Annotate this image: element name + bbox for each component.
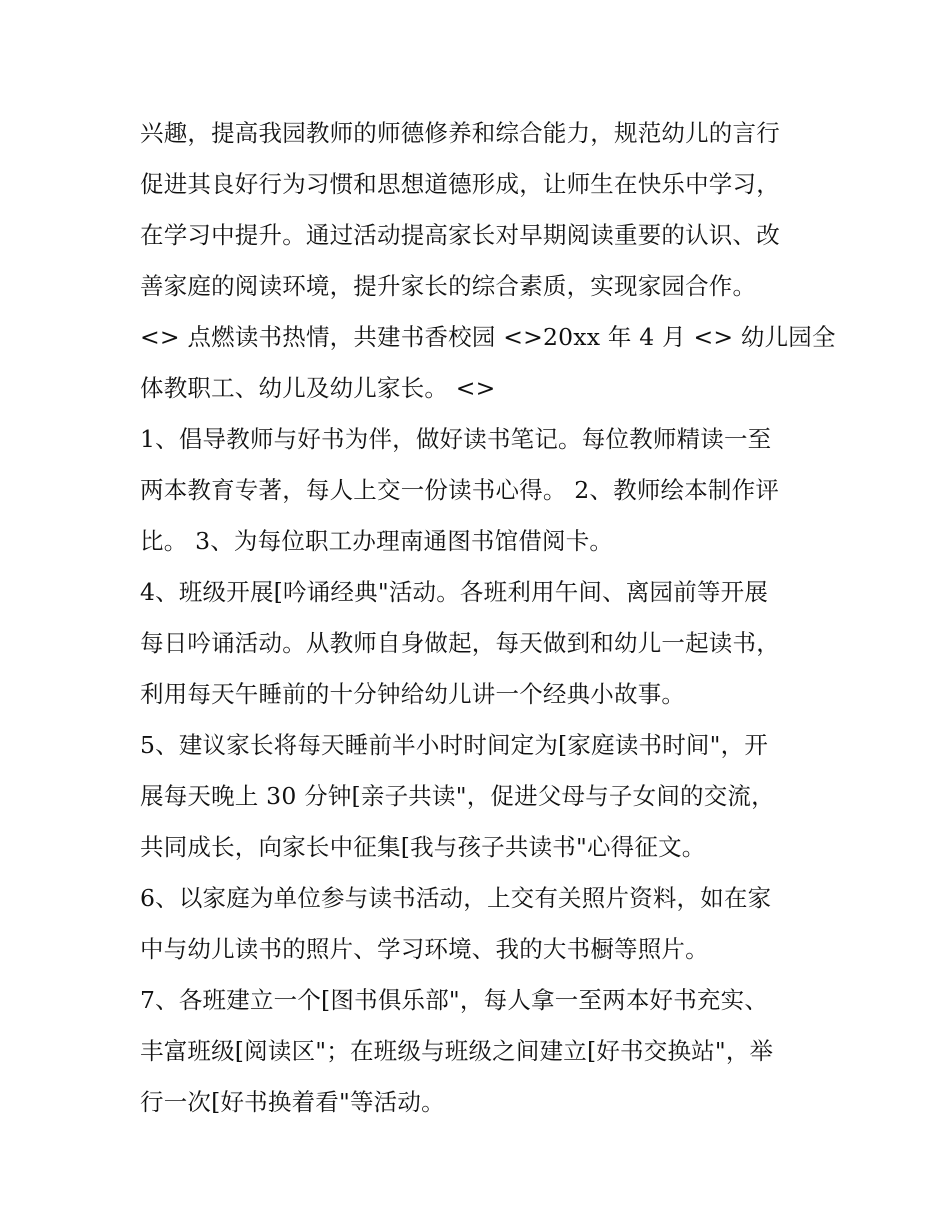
text-line: 体教职工、幼儿及幼儿家长。 <> — [140, 374, 496, 402]
text-line: 比。 3、为每位职工办理南通图书馆借阅卡。 — [140, 527, 614, 555]
text-line: 每日吟诵活动。从教师自身做起，每天做到和幼儿一起读书， — [140, 629, 780, 657]
text-line: 展每天晚上 30 分钟[亲子共读"，促进父母与子女间的交流， — [140, 782, 775, 810]
text-line: 两本教育专著，每人上交一份读书心得。 2、教师绘本制作评 — [140, 476, 780, 504]
text-line: 丰富班级[阅读区"；在班级与班级之间建立[好书交换站"，举 — [140, 1037, 774, 1065]
text-line: 利用每天午睡前的十分钟给幼儿讲一个经典小故事。 — [140, 680, 686, 708]
body-text — [140, 108, 836, 1128]
text-line: 5、建议家长将每天睡前半小时时间定为[家庭读书时间"，开 — [140, 731, 769, 759]
text-line: 中与幼儿读书的照片、学习环境、我的大书橱等照片。 — [140, 935, 709, 963]
text-line: <> 点燃读书热情，共建书香校园 <>20xx 年 4 月 <> 幼儿园全 — [140, 323, 836, 351]
text-line: 兴趣，提高我园教师的师德修养和综合能力，规范幼儿的言行 — [140, 119, 780, 147]
text-line: 在学习中提升。通过活动提高家长对早期阅读重要的认识、改 — [140, 221, 780, 249]
text-line: 共同成长，向家长中征集[我与孩子共读书"心得征文。 — [140, 833, 706, 861]
text-line: 行一次[好书换着看"等活动。 — [140, 1088, 445, 1116]
text-line: 7、各班建立一个[图书俱乐部"，每人拿一至两本好书充实、 — [140, 986, 769, 1014]
text-line: 促进其良好行为习惯和思想道德形成，让师生在快乐中学习， — [140, 170, 780, 198]
text-line: 4、班级开展[吟诵经典"活动。各班利用午间、离园前等开展 — [140, 578, 769, 606]
text-line: 1、倡导教师与好书为伴，做好读书笔记。每位教师精读一至 — [140, 425, 772, 453]
text-line: 善家庭的阅读环境，提升家长的综合素质，实现家园合作。 — [140, 272, 757, 300]
text-line: 6、以家庭为单位参与读书活动，上交有关照片资料，如在家 — [140, 884, 772, 912]
